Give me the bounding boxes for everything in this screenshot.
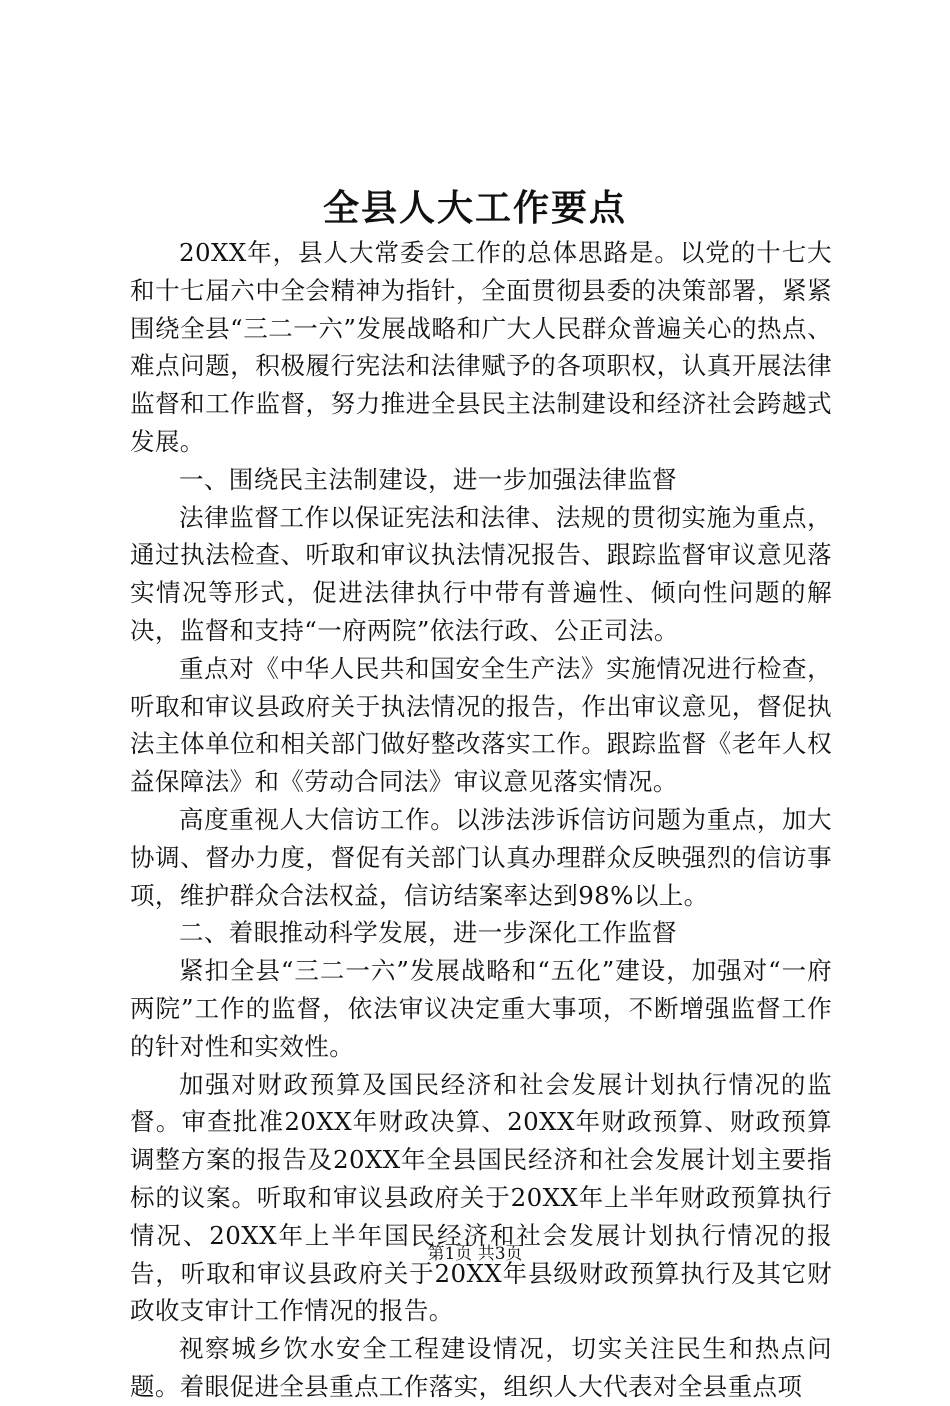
paragraph: 高度重视人大信访工作。以涉法涉诉信访问题为重点，加大协调、督办力度，督促有关部门认真办理群众反映强烈的信访事项，维护群众合法权益，信访结案率达到98%以上。 xyxy=(130,804,832,910)
document-body xyxy=(130,234,832,1406)
paragraph: 加强对财政预算及国民经济和社会发展计划执行情况的监督。审查批准20XX年财政决算、20XX年财政预算、财政预算调整方案的报告及20XX年全县国民经济和社会发展计划主要指标的议案。听取和审议县政府关于20XX年上半年财政预算执行情况、20XX年上半年国民经济和社会发展计划执行情况的报告，听取和审议县政府关于20XX年县级财政预算执行及其它财政收支审计工作情况的报告。 xyxy=(130,1069,832,1326)
paragraph: 重点对《中华人民共和国安全生产法》实施情况进行检查，听取和审议县政府关于执法情况的报告，作出审议意见，督促执法主体单位和相关部门做好整改落实工作。跟踪监督《老年人权益保障法》和《劳动合同法》审议意见落实情况。 xyxy=(130,653,832,797)
paragraph: 法律监督工作以保证宪法和法律、法规的贯彻实施为重点，通过执法检查、听取和审议执法情况报告、跟踪监督审议意见落实情况等形式，促进法律执行中带有普遍性、倾向性问题的解决，监督和支持“一府两院”依法行政、公正司法。 xyxy=(130,502,832,645)
section-heading-1: 一、围绕民主法制建设，进一步加强法律监督 xyxy=(179,464,677,494)
intro-paragraph: 20XX年，县人大常委会工作的总体思路是。以党的十七大和十七届六中全会精神为指针，全面贯彻县委的决策部署，紧紧围绕全县“三二一六”发展战略和广大人民群众普遍关心的热点、难点问题，积极履行宪法和法律赋予的各项职权，认真开展法律监督和工作监督，努力推进全县民主法制建设和经济社会跨越式发展。 xyxy=(130,238,832,456)
paragraph: 视察城乡饮水安全工程建设情况，切实关注民生和热点问题。着眼促进全县重点工作落实，组织人大代表对全县重点项 xyxy=(130,1334,832,1401)
document-title: 全县人大工作要点 xyxy=(322,187,627,229)
section-heading-2: 二、着眼推动科学发展，进一步深化工作监督 xyxy=(179,918,677,948)
page-number-footer: 第1页 共3页 xyxy=(427,1244,523,1264)
paragraph: 紧扣全县“三二一六”发展战略和“五化”建设，加强对“一府两院”工作的监督，依法审议决定重大事项，不断增强监督工作的针对性和实效性。 xyxy=(130,956,832,1061)
